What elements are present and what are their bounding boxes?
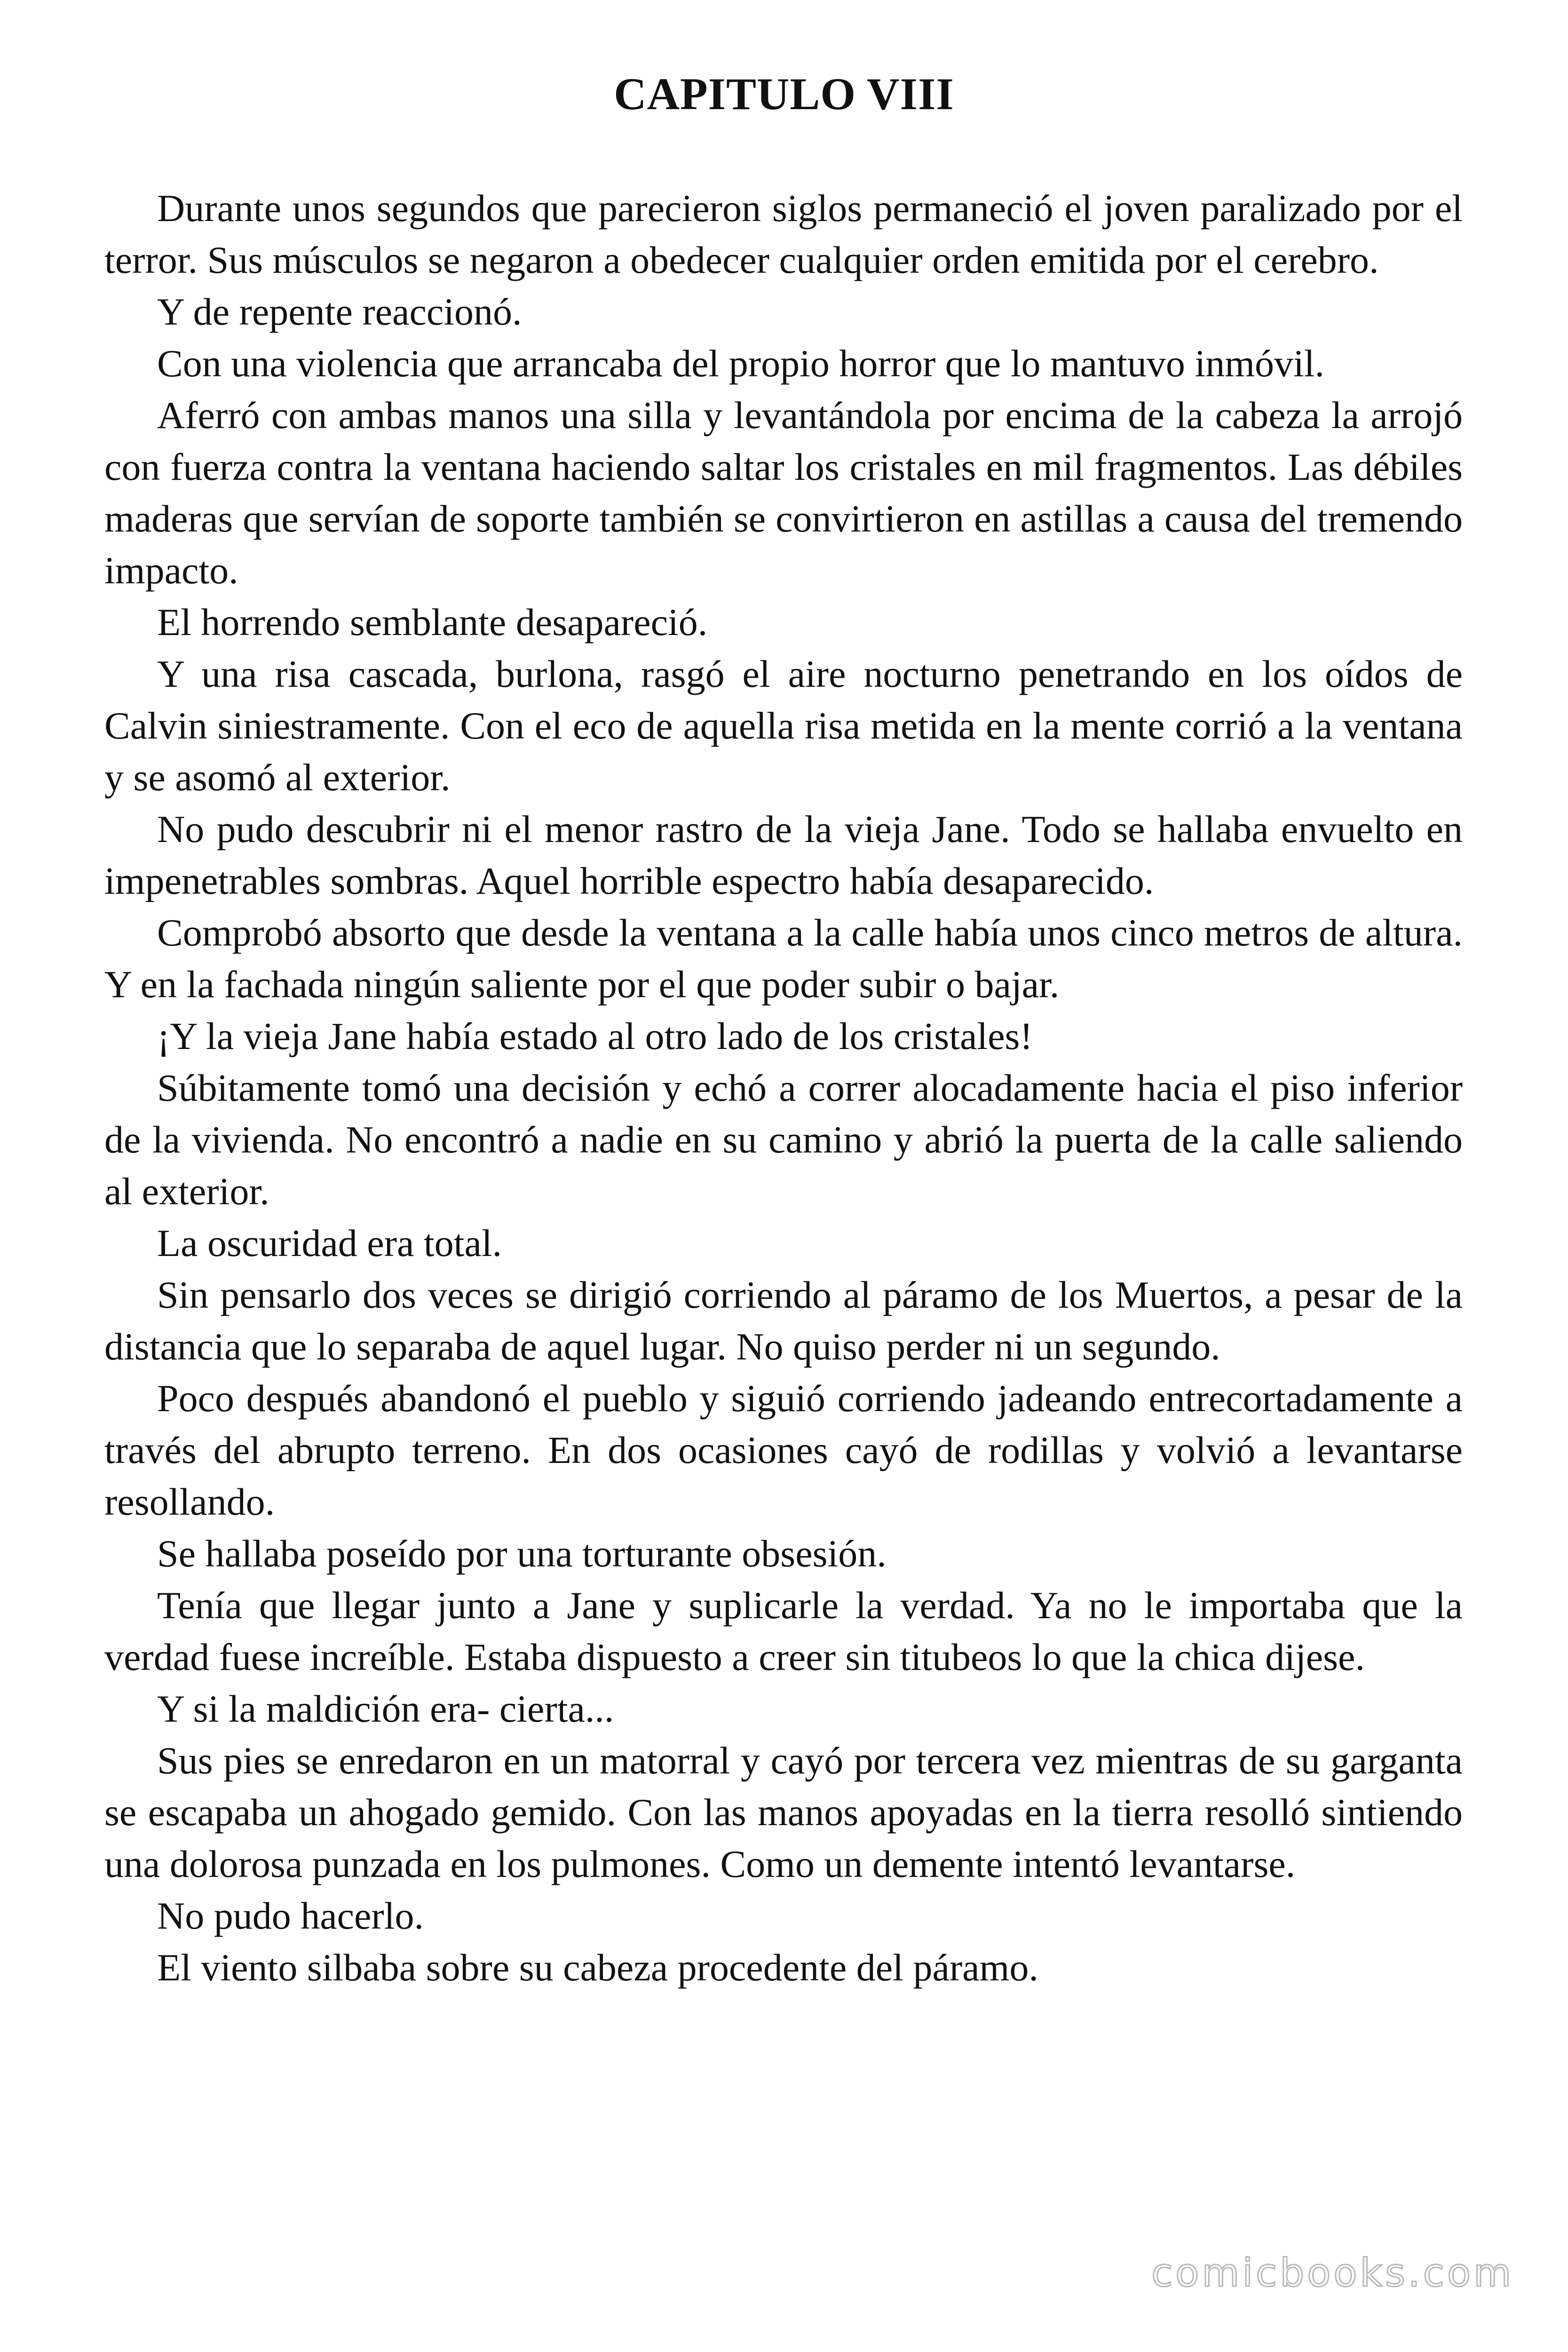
paragraph: Con una violencia que arrancaba del propio horror que lo mantuvo inmóvil. [157,342,1325,385]
paragraph: Poco después abandonó el pueblo y siguió corriendo jadeando entrecortadamente a través del abrupto terreno. En dos ocasiones cayó de rodillas y volvió a levantarse resollando. [104,1377,1463,1523]
paragraph: El horrendo semblante desapareció. [157,601,708,644]
paragraph: Y una risa cascada, burlona, rasgó el aire nocturno penetrando en los oídos de Calvin siniestramente. Con el eco de aquella risa metida en la mente corrió a la ventana y se asomó al exterior. [104,652,1463,799]
paragraph: Tenía que llegar junto a Jane y suplicarle la verdad. Ya no le importaba que la verdad fuese increíble. Estaba dispuesto a creer sin titubeos lo que la chica dijese. [104,1584,1463,1678]
paragraph: Y si la maldición era- cierta... [157,1687,614,1730]
chapter-body [104,183,1463,1994]
paragraph: Sus pies se enredaron en un matorral y cayó por tercera vez mientras de su garganta se escapaba un ahogado gemido. Con las manos apoyadas en la tierra resolló sintiendo una dolorosa punzada en los pulmones. Como un demente intentó levantarse. [104,1739,1463,1885]
chapter-title: CAPITULO VIII [614,69,954,119]
paragraph: Sin pensarlo dos veces se dirigió corriendo al páramo de los Muertos, a pesar de la distancia que lo separaba de aquel lugar. No quiso perder ni un segundo. [104,1273,1463,1368]
paragraph: Y de repente reaccionó. [157,290,522,333]
paragraph: No pudo descubrir ni el menor rastro de la vieja Jane. Todo se hallaba envuelto en impenetrables sombras. Aquel horrible espectro había desaparecido. [104,808,1463,902]
paragraph: Durante unos segundos que parecieron siglos permaneció el joven paralizado por el terror. Sus músculos se negaron a obedecer cualquier orden emitida por el cerebro. [104,187,1463,281]
paragraph: Súbitamente tomó una decisión y echó a correr alocadamente hacia el piso inferior de la vivienda. No encontró a nadie en su camino y abrió la puerta de la calle saliendo al exterior. [104,1066,1463,1213]
paragraph: No pudo hacerlo. [157,1894,424,1937]
paragraph: ¡Y la vieja Jane había estado al otro lado de los cristales! [157,1015,1033,1057]
paragraph: Comprobó absorto que desde la ventana a la calle había unos cinco metros de altura. Y en la fachada ningún saliente por el que poder subir o bajar. [104,911,1463,1006]
paragraph: Aferró con ambas manos una silla y levantándola por encima de la cabeza la arrojó con fuerza contra la ventana haciendo saltar los cristales en mil fragmentos. Las débiles maderas que servían de soporte también se convirtieron en astillas a causa del tremendo impacto. [104,394,1463,592]
paragraph: El viento silbaba sobre su cabeza procedente del páramo. [157,1946,1038,1989]
paragraph: Se hallaba poseído por una torturante obsesión. [157,1532,887,1575]
watermark: comicbooks.com [1151,2251,1514,2296]
paragraph: La oscuridad era total. [157,1222,502,1264]
